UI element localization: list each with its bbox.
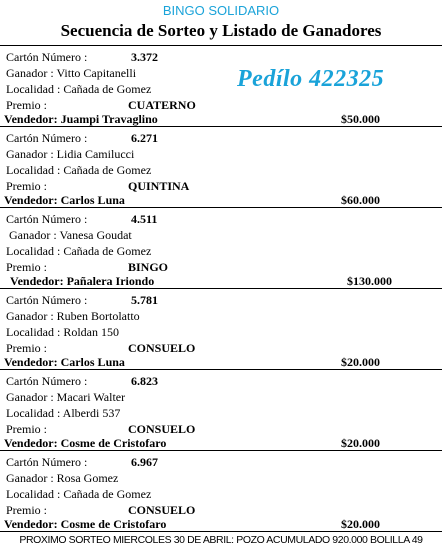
organization-name: BINGO SOLIDARIO [162, 3, 280, 18]
seller-name: Cosme de Cristofaro [60, 436, 167, 450]
localidad-label: Localidad : [6, 325, 61, 339]
winners-list [0, 45, 442, 532]
winner-locality: Roldan 150 [63, 325, 119, 339]
page-title: Secuencia de Sorteo y Listado de Ganadores [60, 21, 382, 40]
seller-name: Carlos Luna [60, 355, 125, 369]
premio-label: Premio : [6, 341, 47, 355]
seller-name: Pañalera Iriondo [66, 274, 155, 288]
vendedor-label: Vendedor: [4, 436, 58, 450]
vendedor-label: Vendedor: [4, 355, 58, 369]
localidad-label: Localidad : [6, 163, 61, 177]
prize-amount: $50.000 [341, 112, 380, 126]
localidad-label: Localidad : [6, 487, 61, 501]
carton-number: 4.511 [131, 212, 158, 226]
prize-amount: $60.000 [341, 193, 380, 207]
winner-name: Macari Walter [56, 390, 126, 404]
winner-record [0, 126, 442, 207]
ganador-label: Ganador : [6, 66, 54, 80]
next-draw-footer: PROXIMO SORTEO MIERCOLES 30 DE ABRIL: POZO ACUMULADO 920.000 BOLILLA 49 [19, 534, 423, 546]
winner-name: Vitto Capitanelli [56, 66, 137, 80]
prize-name: CUATERNO [128, 98, 196, 112]
winner-locality: Cañada de Gomez [63, 82, 152, 96]
prize-name: QUINTINA [128, 179, 190, 193]
ganador-label: Ganador : [6, 390, 54, 404]
prize-amount: $20.000 [341, 436, 380, 450]
carton-label: Cartón Número : [6, 131, 88, 145]
localidad-label: Localidad : [6, 82, 61, 96]
premio-label: Premio : [6, 179, 47, 193]
carton-label: Cartón Número : [6, 455, 88, 469]
prize-amount: $20.000 [341, 355, 380, 369]
carton-number: 6.823 [131, 374, 158, 388]
localidad-label: Localidad : [6, 406, 61, 420]
winner-name: Rosa Gomez [56, 471, 119, 485]
carton-label: Cartón Número : [6, 293, 88, 307]
carton-label: Cartón Número : [6, 374, 88, 388]
vendedor-label: Vendedor: [10, 274, 64, 288]
seller-name: Carlos Luna [60, 193, 125, 207]
winner-name: Vanesa Goudat [59, 228, 132, 242]
vendedor-label: Vendedor: [4, 193, 58, 207]
carton-number: 3.372 [131, 50, 158, 64]
ganador-label: Ganador : [6, 471, 54, 485]
winner-record [0, 207, 442, 288]
ganador-label: Ganador : [9, 228, 57, 242]
carton-number: 6.967 [131, 455, 158, 469]
promo-text: Pedílo 422325 [237, 66, 385, 92]
localidad-label: Localidad : [6, 244, 61, 258]
ganador-label: Ganador : [6, 309, 54, 323]
winner-locality: Alberdi 537 [62, 406, 121, 420]
prize-name: CONSUELO [128, 341, 196, 355]
winner-locality: Cañada de Gomez [63, 487, 152, 501]
premio-label: Premio : [6, 503, 47, 517]
carton-label: Cartón Número : [6, 50, 88, 64]
carton-number: 6.271 [131, 131, 158, 145]
winner-name: Lidia Camilucci [56, 147, 135, 161]
seller-name: Juampi Travaglino [60, 112, 158, 126]
prize-name: BINGO [128, 260, 169, 274]
winner-record [0, 369, 442, 450]
prize-name: CONSUELO [128, 422, 196, 436]
carton-label: Cartón Número : [6, 212, 88, 226]
prize-name: CONSUELO [128, 503, 196, 517]
prize-amount: $130.000 [347, 274, 392, 288]
premio-label: Premio : [6, 422, 47, 436]
winner-record [0, 288, 442, 369]
premio-label: Premio : [6, 260, 47, 274]
carton-number: 5.781 [131, 293, 158, 307]
vendedor-label: Vendedor: [4, 517, 58, 531]
winner-locality: Cañada de Gomez [63, 244, 152, 258]
winner-record [0, 450, 442, 532]
seller-name: Cosme de Cristofaro [60, 517, 167, 531]
winner-name: Ruben Bortolatto [56, 309, 140, 323]
premio-label: Premio : [6, 98, 47, 112]
winner-locality: Cañada de Gomez [63, 163, 152, 177]
prize-amount: $20.000 [341, 517, 380, 531]
ganador-label: Ganador : [6, 147, 54, 161]
vendedor-label: Vendedor: [4, 112, 58, 126]
